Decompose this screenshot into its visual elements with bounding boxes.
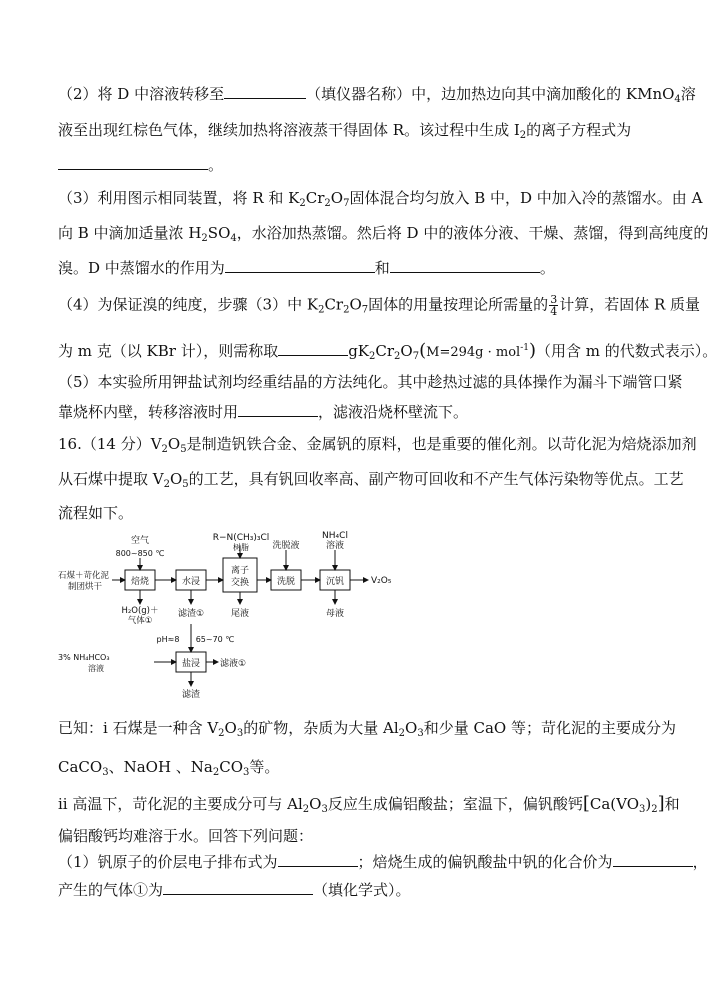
text: 。 bbox=[539, 259, 555, 277]
subscript: 2 bbox=[299, 198, 306, 209]
label-feed-2: 制团烘干 bbox=[68, 582, 103, 592]
q3-line-2 bbox=[58, 223, 708, 243]
text: 的离子方程式为 bbox=[526, 121, 632, 139]
text: 靠烧杯内壁，转移溶液时用 bbox=[58, 403, 239, 421]
subscript: 3 bbox=[102, 767, 109, 778]
subscript: 7 bbox=[361, 304, 369, 316]
label-eluent: 洗脱液 bbox=[272, 541, 300, 551]
text: （4）为保证溴的纯度，步骤（3）中 K bbox=[58, 295, 319, 314]
q4-line-1 bbox=[58, 294, 700, 317]
subscript: 3 bbox=[417, 728, 424, 739]
q5-line-1 bbox=[58, 372, 683, 392]
text: 计算，若固体 R 质量 bbox=[559, 295, 701, 314]
q5-line-2 bbox=[58, 402, 468, 422]
q2-line-1 bbox=[58, 84, 696, 104]
text: （用含 m 的代数式表示）。 bbox=[536, 342, 717, 360]
label-ph: pH≈8 bbox=[156, 635, 180, 644]
label-mother: 母液 bbox=[325, 609, 345, 619]
label-temp1: 800~850 ℃ bbox=[115, 549, 165, 558]
subscript: 2 bbox=[201, 233, 208, 244]
answer-blank[interactable] bbox=[278, 341, 348, 356]
label-residue-1: 滤渣① bbox=[177, 609, 205, 619]
box-leach-label: 水浸 bbox=[181, 577, 201, 587]
text: 是制造钒铁合金、金属钒的原料，也是重要的催化剂。以苛化泥为焙烧添加剂 bbox=[186, 435, 697, 453]
subscript: 2 bbox=[163, 479, 170, 490]
text: （3）利用图示相同装置，将 R 和 K bbox=[58, 189, 300, 207]
subscript: 2 bbox=[212, 767, 220, 778]
q3-line-3 bbox=[58, 258, 555, 278]
label-nh4cl-solution: 溶液 bbox=[325, 541, 345, 551]
text: 、NaOH 、Na bbox=[108, 758, 213, 776]
answer-blank[interactable] bbox=[58, 155, 208, 170]
text: 固体的用量按理论所需量的 bbox=[368, 295, 549, 314]
subscript: 2 bbox=[651, 804, 658, 815]
subscript: 4 bbox=[230, 233, 237, 244]
text: CaCO bbox=[58, 758, 103, 776]
fraction bbox=[549, 294, 558, 317]
text: ) bbox=[645, 795, 652, 813]
answer-blank[interactable] bbox=[238, 402, 318, 417]
text: 的矿物，杂质为大量 Al bbox=[243, 719, 399, 737]
text: ，水浴加热蒸馏。然后将 D 中的液体分液、干燥、蒸馏，得到高纯度的 bbox=[236, 224, 709, 242]
q16-line-3 bbox=[58, 503, 133, 523]
answer-blank[interactable] bbox=[613, 852, 693, 867]
text: 和 bbox=[374, 259, 390, 277]
label-resin-2: 树脂 bbox=[233, 543, 249, 552]
text: M=294g · mol bbox=[426, 345, 521, 360]
text: O bbox=[167, 435, 181, 453]
text: 偏铝酸钙均难溶于水。回答下列问题： bbox=[58, 827, 314, 845]
label-nh4cl: NH₄Cl bbox=[322, 531, 348, 541]
box-ion-label-2: 交换 bbox=[230, 578, 250, 588]
box-elute-label: 洗脱 bbox=[276, 577, 296, 587]
answer-blank[interactable] bbox=[224, 84, 306, 99]
text: 流程如下。 bbox=[58, 504, 134, 522]
label-nh4hco3: 3% NH₄HCO₃ bbox=[58, 653, 110, 662]
text: 向 B 中滴加适量浓 H bbox=[58, 224, 202, 242]
text: 等。 bbox=[249, 758, 280, 776]
superscript: -1 bbox=[520, 343, 529, 353]
text: （2）将 D 中溶液转移至 bbox=[58, 85, 225, 103]
fraction-numerator: 3 bbox=[550, 293, 558, 306]
label-product: V₂O₅ bbox=[371, 576, 392, 586]
answer-blank[interactable] bbox=[278, 852, 358, 867]
subscript: 5 bbox=[180, 444, 187, 455]
subscript: 2 bbox=[519, 130, 527, 141]
text: 已知：i 石煤是一种含 V bbox=[58, 719, 219, 737]
known-line-1 bbox=[58, 718, 676, 738]
known-line-3 bbox=[58, 794, 680, 814]
subscript: 2 bbox=[394, 351, 401, 362]
text: gK bbox=[348, 342, 370, 360]
process-flow-diagram bbox=[58, 528, 418, 708]
q2-line-2 bbox=[58, 120, 631, 140]
text: 固体混合均匀放入 B 中，D 中加入冷的蒸馏水。由 A bbox=[349, 189, 703, 207]
subscript: 2 bbox=[343, 304, 350, 316]
subscript: 7 bbox=[343, 198, 350, 209]
text: Cr bbox=[375, 342, 395, 360]
q4-line-2 bbox=[58, 338, 717, 363]
q2-line-3 bbox=[58, 155, 223, 175]
text: （填仪器名称）中，边加热边向其中滴加酸化的 KMnO bbox=[306, 85, 675, 103]
label-air: 空气 bbox=[130, 536, 150, 546]
text: 和少量 CaO 等；苛化泥的主要成分为 bbox=[423, 719, 676, 737]
q16-line-2 bbox=[58, 469, 684, 489]
text: （5）本实验所用钾盐试剂均经重结晶的方法纯化。其中趁热过滤的具体操作为漏斗下端管口紧 bbox=[58, 373, 683, 391]
paren-open: ( bbox=[419, 340, 427, 361]
box-salt-label: 盐浸 bbox=[181, 659, 201, 669]
q1-line-1 bbox=[58, 852, 708, 872]
label-resin: R−N(CH₃)₃Cl bbox=[212, 533, 270, 543]
label-temp2: 65~70 ℃ bbox=[195, 635, 235, 644]
label-tail: 尾液 bbox=[230, 609, 250, 619]
text: Cr bbox=[305, 189, 325, 207]
text: ii 高温下，苛化泥的主要成分可与 Al bbox=[58, 795, 303, 813]
text: 产生的气体①为 bbox=[58, 881, 164, 899]
subscript: 7 bbox=[412, 351, 420, 362]
subscript: 2 bbox=[218, 728, 225, 739]
known-line-2 bbox=[58, 757, 279, 777]
text: 反应生成偏铝酸盐；室温下，偏钒酸钙 bbox=[327, 795, 583, 813]
text: （填化学式）。 bbox=[313, 881, 411, 899]
label-feed: 石煤＋苛化泥 bbox=[58, 571, 110, 581]
answer-blank[interactable] bbox=[225, 258, 375, 273]
label-gas: H₂O(g)＋ bbox=[121, 606, 159, 616]
answer-blank[interactable] bbox=[390, 258, 540, 273]
subscript: 3 bbox=[243, 767, 250, 778]
label-filtrate: 滤液① bbox=[220, 659, 247, 669]
known-line-4 bbox=[58, 826, 313, 846]
subscript: 2 bbox=[324, 198, 331, 209]
text: ， bbox=[692, 853, 708, 871]
label-gas-2: 气体① bbox=[127, 616, 153, 626]
text: 的工艺，具有钒回收率高、副产物可回收和不产生气体污染物等优点。工艺 bbox=[188, 470, 684, 488]
subscript: 2 bbox=[161, 444, 168, 455]
q16-line-1 bbox=[58, 434, 697, 454]
text: 。 bbox=[208, 156, 224, 174]
subscript: 3 bbox=[236, 728, 244, 739]
fraction-denominator: 4 bbox=[550, 305, 558, 318]
box-ion-label-1: 离子 bbox=[230, 566, 250, 576]
label-residue-2: 滤渣 bbox=[181, 690, 201, 700]
text: Cr bbox=[324, 295, 344, 314]
text: CO bbox=[219, 758, 244, 776]
q1-line-2 bbox=[58, 880, 411, 900]
text: O bbox=[349, 295, 362, 314]
label-nh4hco3-2: 溶液 bbox=[88, 664, 104, 673]
subscript: 2 bbox=[318, 304, 325, 316]
text: Ca(VO bbox=[589, 795, 640, 813]
subscript: 3 bbox=[639, 804, 646, 815]
text: 和 bbox=[664, 795, 680, 813]
subscript: 5 bbox=[182, 479, 189, 490]
text: O bbox=[309, 795, 322, 813]
text: ；焙烧生成的偏钒酸盐中钒的化合价为 bbox=[357, 853, 613, 871]
text: O bbox=[169, 470, 183, 488]
text: O bbox=[330, 189, 344, 207]
subscript: 2 bbox=[302, 804, 310, 815]
paren-close: ) bbox=[528, 340, 536, 361]
box-precip-label: 沉钒 bbox=[325, 577, 345, 587]
text: （1）钒原子的价层电子排布式为 bbox=[58, 853, 278, 871]
subscript: 3 bbox=[321, 804, 328, 815]
text: 16.（14 分）V bbox=[58, 435, 162, 453]
text: O bbox=[400, 342, 413, 360]
subscript: 2 bbox=[398, 728, 406, 739]
answer-blank[interactable] bbox=[163, 880, 313, 895]
text: 从石煤中提取 V bbox=[58, 470, 164, 488]
text: 为 m 克（以 KBr 计），则需称取 bbox=[58, 342, 279, 360]
bracket-close: ] bbox=[657, 793, 665, 814]
text: 液至出现红棕色气体，继续加热将溶液蒸干得固体 R。该过程中生成 I bbox=[58, 121, 520, 139]
text: ，滤液沿烧杯壁流下。 bbox=[318, 403, 469, 421]
text: SO bbox=[207, 224, 231, 242]
box-roast-label: 焙烧 bbox=[130, 577, 150, 587]
q3-line-1 bbox=[58, 188, 702, 208]
text: O bbox=[224, 719, 237, 737]
bracket-open: [ bbox=[582, 793, 590, 814]
text: 溴。D 中蒸馏水的作用为 bbox=[58, 259, 225, 277]
text: 溶 bbox=[680, 85, 696, 103]
text: O bbox=[405, 719, 418, 737]
subscript: 2 bbox=[369, 351, 376, 362]
subscript: 4 bbox=[674, 94, 681, 105]
